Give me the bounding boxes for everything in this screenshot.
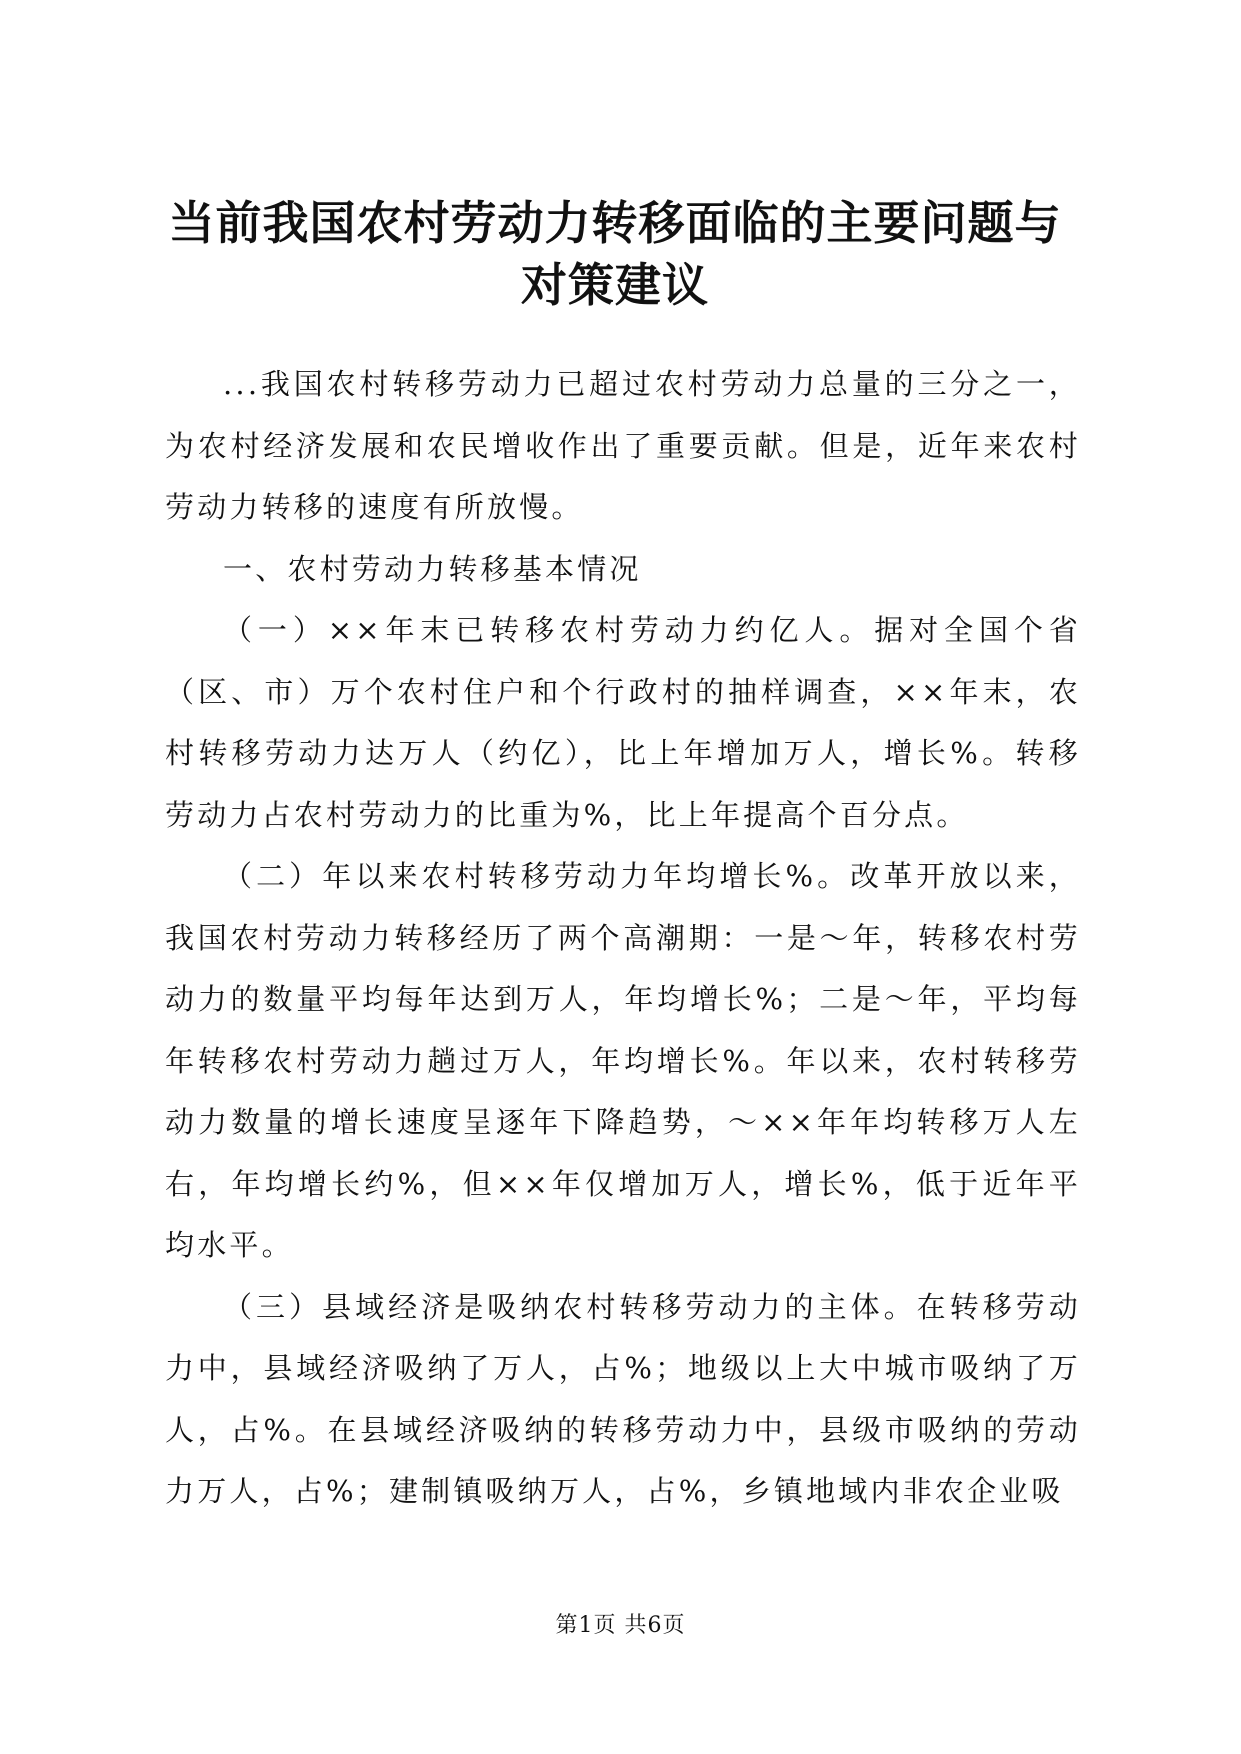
paragraph-1: （一）××年末已转移农村劳动力约亿人。据对全国个省（区、市）万个农村住户和个行政村的抽样调查，××年末，农村转移劳动力达万人（约亿），比上年增加万人，增长%。转移劳动力占农村劳动力的比重为%，比上年提高个百分点。 [165,613,1081,832]
paragraph-2: （二）年以来农村转移劳动力年均增长%。改革开放以来，我国农村劳动力转移经历了两个高潮期：一是～年，转移农村劳动力的数量平均每年达到万人，年均增长%；二是～年，平均每年转移农村劳动力趟过万人，年均增长%。年以来，农村转移劳动力数量的增长速度呈逐年下降趋势，～××年年均转移万人左右，年均增长约%，但××年仅增加万人，增长%，低于近年平均水平。 [165,859,1081,1262]
paragraph-intro: ...我国农村转移劳动力已超过农村劳动力总量的三分之一，为农村经济发展和农民增收作出了重要贡献。但是，近年来农村劳动力转移的速度有所放慢。 [165,367,1081,524]
page-number-footer: 第1页 共6页 [555,1613,686,1638]
document-title: 当前我国农村劳动力转移面临的主要问题与对策建议 [168,196,1062,312]
document-body [165,354,1081,1523]
section-heading-1: 一、农村劳动力转移基本情况 [223,551,642,586]
paragraph-3: （三）县域经济是吸纳农村转移劳动力的主体。在转移劳动力中，县域经济吸纳了万人，占%；地级以上大中城市吸纳了万人，占%。在县域经济吸纳的转移劳动力中，县级市吸纳的劳动力万人，占%；建制镇吸纳万人，占%，乡镇地域内非农企业吸 [165,1289,1081,1508]
